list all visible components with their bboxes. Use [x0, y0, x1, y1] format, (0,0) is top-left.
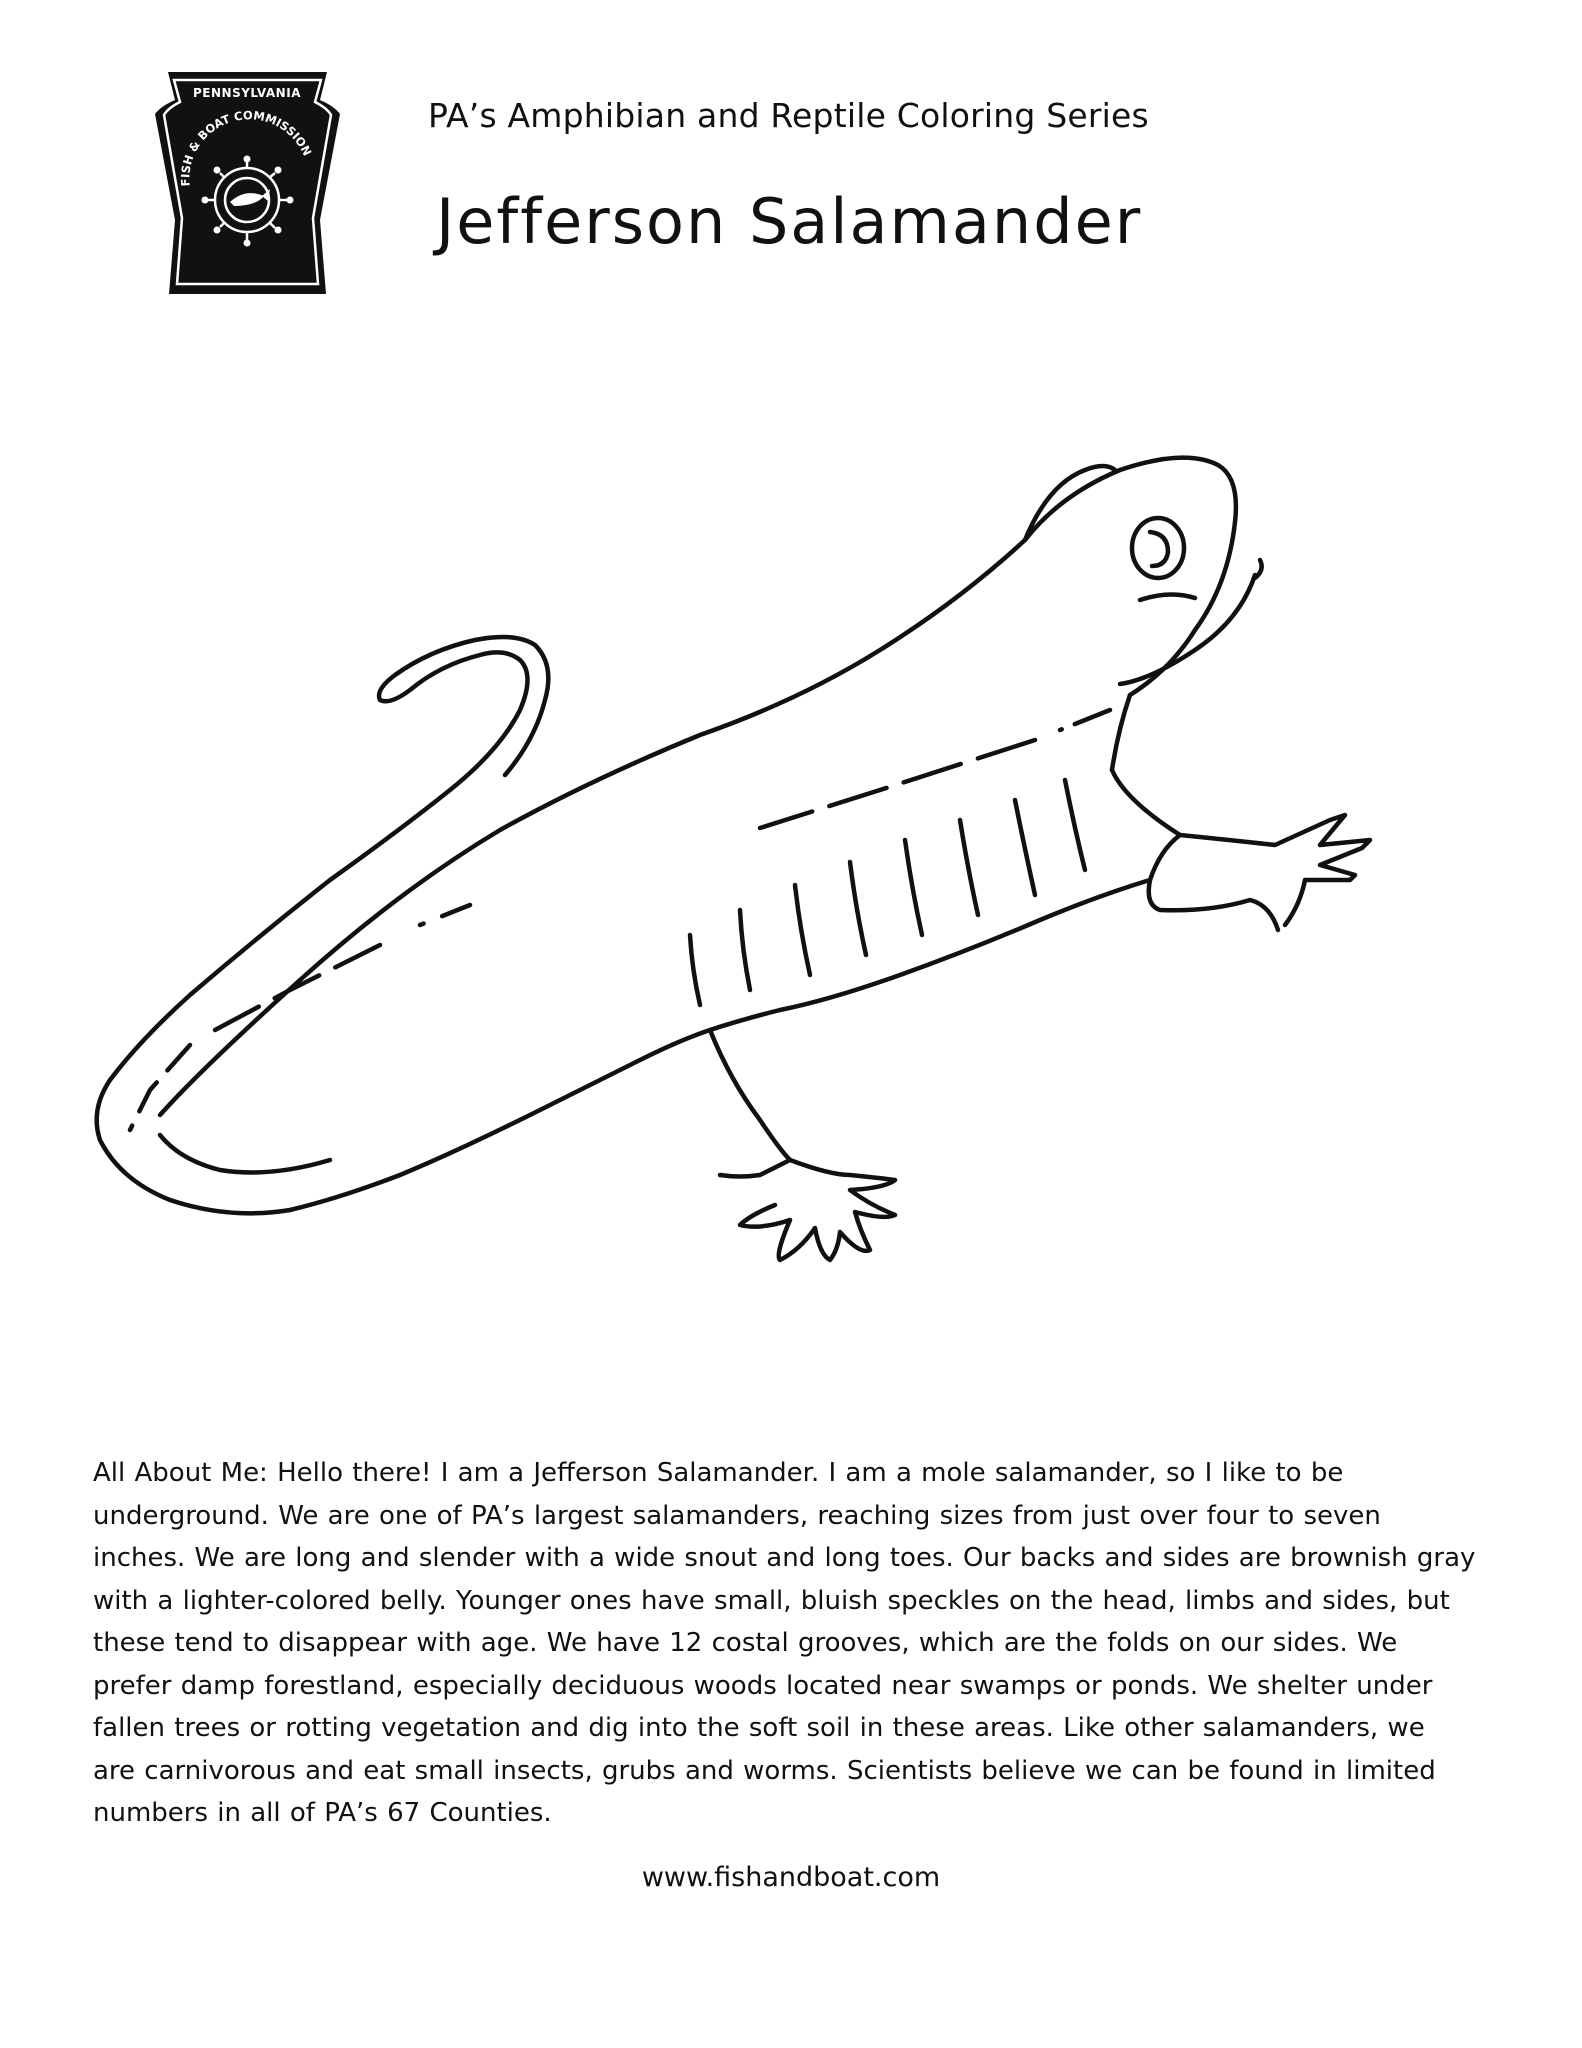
- svg-text:PENNSYLVANIA: PENNSYLVANIA: [193, 86, 301, 100]
- series-heading: PA’s Amphibian and Reptile Coloring Series: [428, 96, 1149, 135]
- keystone-logo-icon: [150, 70, 345, 295]
- salamander-illustration: [0, 420, 1582, 1410]
- about-line: numbers in all of PA’s 67 Counties.: [93, 1798, 552, 1828]
- about-line: underground. We are one of PA’s largest salamanders, reaching sizes from just over four to seven: [93, 1500, 1381, 1531]
- about-line: inches. We are long and slender with a wide snout and long toes. Our backs and sides are brownish gray: [93, 1543, 1476, 1573]
- about-me-paragraph: [93, 1452, 1493, 1835]
- about-line: with a lighter-colored belly. Younger ones have small, bluish speckles on the head, limbs and sides, but: [93, 1585, 1450, 1616]
- page-title: Jefferson Salamander: [436, 185, 1143, 258]
- about-line: are carnivorous and eat small insects, grubs and worms. Scientists believe we can be found in limited: [93, 1755, 1436, 1786]
- about-line: fallen trees or rotting vegetation and dig into the soft soil in these areas. Like other salamanders, we: [93, 1713, 1425, 1743]
- about-line: prefer damp forestland, especially deciduous woods located near swamps or ponds. We shelter under: [93, 1670, 1433, 1701]
- svg-text:FISH & BOAT COMMISSION: FISH & BOAT COMMISSION: [178, 108, 315, 187]
- website-url: www.fishandboat.com: [641, 1862, 941, 1893]
- about-line: these tend to disappear with age. We have 12 costal grooves, which are the folds on our sides. We: [93, 1628, 1398, 1658]
- about-line: All About Me: Hello there! I am a Jefferson Salamander. I am a mole salamander, so I like to be: [93, 1458, 1344, 1488]
